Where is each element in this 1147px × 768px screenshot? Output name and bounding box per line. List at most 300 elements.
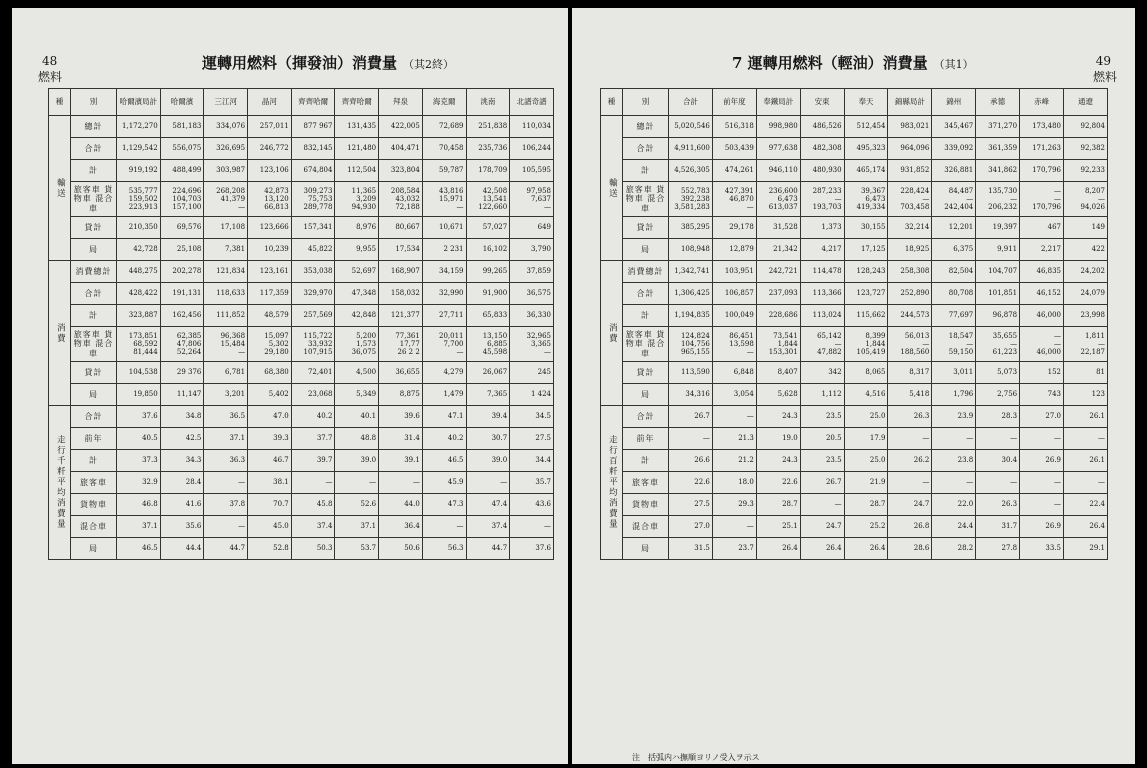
cell-line: 42,508 <box>482 186 508 195</box>
table-row <box>49 217 554 239</box>
table-cell: 118,633 <box>204 283 248 305</box>
table-cell: 26.3 <box>888 406 932 428</box>
table-cell: 4,516 <box>844 384 888 406</box>
table-cell: 99,265 <box>466 261 510 283</box>
table-cell: 45.8 <box>291 494 335 516</box>
cell-line: 419,334 <box>856 203 886 212</box>
cell-line: 965,155 <box>680 348 710 357</box>
table-cell: 47.3 <box>422 494 466 516</box>
cell-line: 47,806 <box>176 339 202 348</box>
table-cell: 110,034 <box>510 116 554 138</box>
column-header: 合計 <box>669 89 713 116</box>
table-row <box>601 261 1108 283</box>
table-cell: 170,796 <box>1020 160 1064 182</box>
table-cell: 33.5 <box>1020 538 1064 560</box>
table-cell: 24.3 <box>756 406 800 428</box>
table-cell: 152 <box>1020 362 1064 384</box>
table-cell: 59,787 <box>422 160 466 182</box>
table-cell <box>800 182 844 217</box>
cell-line: — <box>834 194 842 203</box>
table-cell: 128,243 <box>844 261 888 283</box>
table-cell: 26.1 <box>1064 406 1108 428</box>
cell-line: 7,637 <box>530 194 551 203</box>
cell-line: 105,419 <box>856 348 886 357</box>
table-cell: — <box>932 428 976 450</box>
cell-line: 29,180 <box>264 348 289 357</box>
column-header: 哈爾濱 <box>160 89 204 116</box>
table-cell: 1,796 <box>932 384 976 406</box>
row-label: 前年 <box>71 428 117 450</box>
cell-line: 170,796 <box>1032 203 1062 212</box>
table-cell: 18.0 <box>712 472 756 494</box>
table-cell: 35.6 <box>160 516 204 538</box>
cell-line: 309,273 <box>303 186 333 195</box>
table-cell: 112,504 <box>335 160 379 182</box>
cell-line: 107,915 <box>303 348 333 357</box>
table-row <box>49 472 554 494</box>
table-row <box>49 450 554 472</box>
table-cell: 30.7 <box>466 428 510 450</box>
table-cell: 323,804 <box>379 160 423 182</box>
table-cell: 26.1 <box>1064 450 1108 472</box>
corner-label: 燃料 <box>1092 70 1117 84</box>
cell-line: 17,77 <box>399 339 420 348</box>
table-cell: 17,108 <box>204 217 248 239</box>
table-cell: 29.1 <box>1064 538 1108 560</box>
cell-line: 236,600 <box>768 186 798 195</box>
table-row <box>601 428 1108 450</box>
table-cell: 32.9 <box>117 472 161 494</box>
table-cell: 121,480 <box>335 138 379 160</box>
column-header: 北譜奇譜 <box>510 89 554 116</box>
page-title <box>732 52 974 73</box>
table-cell: 422 <box>1064 239 1108 261</box>
cell-line: 159,502 <box>128 194 158 203</box>
row-label: 旅客車 貨物車 混合車 <box>623 327 669 362</box>
table-cell: 113,024 <box>800 305 844 327</box>
table-cell: 101,851 <box>976 283 1020 305</box>
table-cell: 371,270 <box>976 116 1020 138</box>
table-cell: 4,279 <box>422 362 466 384</box>
table-cell <box>422 327 466 362</box>
group-label: 走行百粁平均消費量 <box>601 406 623 560</box>
table-cell: 92,382 <box>1064 138 1108 160</box>
table-cell: 482,308 <box>800 138 844 160</box>
table-cell: 111,852 <box>204 305 248 327</box>
table-cell: 42,848 <box>335 305 379 327</box>
row-label: 貸計 <box>623 217 669 239</box>
table-cell: 104,538 <box>117 362 161 384</box>
table-cell: 26.3 <box>976 494 1020 516</box>
table-cell <box>510 182 554 217</box>
cell-line: 242,404 <box>944 203 974 212</box>
cell-line: 535,777 <box>128 186 158 195</box>
cell-line: 268,208 <box>216 186 246 195</box>
cell-line: 81,444 <box>133 348 158 357</box>
table-cell: 105,595 <box>510 160 554 182</box>
table-cell: 1,194,835 <box>669 305 713 327</box>
table-cell: 40.2 <box>422 428 466 450</box>
table-cell <box>712 327 756 362</box>
table-cell: 173,480 <box>1020 116 1064 138</box>
table-cell: 25,108 <box>160 239 204 261</box>
header-row <box>601 89 1108 116</box>
table-cell: 23.8 <box>932 450 976 472</box>
row-label: 局 <box>71 384 117 406</box>
table-cell: 178,709 <box>466 160 510 182</box>
row-label: 旅客車 <box>623 472 669 494</box>
table-cell: 3,790 <box>510 239 554 261</box>
row-label: 合計 <box>623 138 669 160</box>
cell-line: 427,391 <box>724 186 754 195</box>
cell-line: 20,011 <box>439 331 464 340</box>
column-header: 種 <box>49 89 71 116</box>
table-cell: 32,214 <box>888 217 932 239</box>
table-cell: 341,862 <box>976 160 1020 182</box>
table-cell: 36.4 <box>379 516 423 538</box>
table-cell: 23,068 <box>291 384 335 406</box>
table-cell: 488,499 <box>160 160 204 182</box>
row-label: 計 <box>71 305 117 327</box>
table-cell: 8,407 <box>756 362 800 384</box>
cell-line: 3,581,283 <box>674 203 710 212</box>
table-cell: 422,005 <box>379 116 423 138</box>
table-cell: 12,879 <box>712 239 756 261</box>
table-cell: 26.4 <box>1064 516 1108 538</box>
table-cell: 1,129,542 <box>117 138 161 160</box>
table-cell: 50.6 <box>379 538 423 560</box>
table-cell: 495,323 <box>844 138 888 160</box>
table-cell: 342 <box>800 362 844 384</box>
table-cell: 53.7 <box>335 538 379 560</box>
table-cell <box>466 327 510 362</box>
table-cell <box>204 327 248 362</box>
table-cell: 428,422 <box>117 283 161 305</box>
table-cell: 448,275 <box>117 261 161 283</box>
cell-line: 77,361 <box>395 331 420 340</box>
table-cell: 244,573 <box>888 305 932 327</box>
cell-line: 104,703 <box>172 194 202 203</box>
table-cell: 123,161 <box>248 261 292 283</box>
cell-line: 1,844 <box>865 339 886 348</box>
table-cell: 1,172,270 <box>117 116 161 138</box>
table-row <box>49 116 554 138</box>
cell-line: 6,885 <box>487 339 508 348</box>
cell-line: 124,824 <box>680 331 710 340</box>
table-cell: 5,020,546 <box>669 116 713 138</box>
table-cell: 21.9 <box>844 472 888 494</box>
cell-line: — <box>1054 194 1062 203</box>
table-cell <box>291 182 335 217</box>
table-row <box>49 428 554 450</box>
table-cell: — <box>1020 428 1064 450</box>
table-cell: 26,067 <box>466 362 510 384</box>
table-cell: 20.5 <box>800 428 844 450</box>
cell-line: 15,097 <box>264 331 289 340</box>
table-cell: 45,822 <box>291 239 335 261</box>
table-cell: 28.7 <box>756 494 800 516</box>
table-cell <box>844 182 888 217</box>
cell-line: 47,882 <box>817 348 842 357</box>
table-cell: 6,848 <box>712 362 756 384</box>
table-cell: 877 967 <box>291 116 335 138</box>
table-cell: — <box>1020 472 1064 494</box>
table-cell: 34,159 <box>422 261 466 283</box>
table-cell: 26.7 <box>669 406 713 428</box>
row-label: 局 <box>623 239 669 261</box>
table-cell: 480,930 <box>800 160 844 182</box>
table-cell: 235,736 <box>466 138 510 160</box>
table-cell: 69,576 <box>160 217 204 239</box>
table-cell <box>1064 182 1108 217</box>
table-cell <box>204 182 248 217</box>
cell-line: 86,451 <box>729 331 754 340</box>
row-label: 旅客車 貨物車 混合車 <box>623 182 669 217</box>
table-cell: 123,106 <box>248 160 292 182</box>
table-cell: 117,359 <box>248 283 292 305</box>
cell-line: 35,655 <box>992 331 1018 340</box>
row-label: 計 <box>71 450 117 472</box>
column-header: 海克爾 <box>422 89 466 116</box>
table-cell <box>1020 327 1064 362</box>
table-row <box>49 283 554 305</box>
row-label: 總計 <box>71 116 117 138</box>
table-row <box>49 305 554 327</box>
row-label: 混合車 <box>71 516 117 538</box>
row-label: 計 <box>623 450 669 472</box>
table-cell: 516,318 <box>712 116 756 138</box>
cell-line: 26 2 2 <box>397 348 420 357</box>
table-cell: 27.8 <box>976 538 1020 560</box>
table-cell: 251,838 <box>466 116 510 138</box>
cell-line: 208,584 <box>390 186 420 195</box>
column-header: 洮南 <box>466 89 510 116</box>
cell-line: — <box>1054 339 1062 348</box>
table-cell: 3,011 <box>932 362 976 384</box>
table-cell <box>248 327 292 362</box>
cell-line: 43,816 <box>439 186 464 195</box>
table-cell: 39.1 <box>379 450 423 472</box>
table-cell: 1 424 <box>510 384 554 406</box>
cell-line: — <box>1054 331 1062 340</box>
table-cell: 100,049 <box>712 305 756 327</box>
table-cell: 931,852 <box>888 160 932 182</box>
table-cell: 171,263 <box>1020 138 1064 160</box>
table-cell: 44.0 <box>379 494 423 516</box>
column-header: 三江河 <box>204 89 248 116</box>
table-cell: 34.3 <box>160 450 204 472</box>
fuel-table-right <box>600 88 1108 560</box>
table-cell: 4,500 <box>335 362 379 384</box>
column-header: 哈爾濱局計 <box>117 89 161 116</box>
cell-line: 68,592 <box>133 339 158 348</box>
table-row <box>49 494 554 516</box>
table-cell: 964,096 <box>888 138 932 160</box>
table-cell: 70.7 <box>248 494 292 516</box>
table-cell: 27.5 <box>669 494 713 516</box>
table-cell <box>422 182 466 217</box>
group-label: 輸送 <box>49 116 71 261</box>
table-cell: — <box>291 472 335 494</box>
cell-line: 65,142 <box>817 331 842 340</box>
table-cell: 27.0 <box>1020 406 1064 428</box>
table-cell <box>466 182 510 217</box>
cell-line: 8,399 <box>865 331 886 340</box>
table-cell: 237,093 <box>756 283 800 305</box>
table-cell: 47.1 <box>422 406 466 428</box>
table-cell: — <box>976 472 1020 494</box>
cell-line: 96,368 <box>220 331 246 340</box>
table-cell: 329,970 <box>291 283 335 305</box>
cell-line: 46,000 <box>1036 348 1062 357</box>
table-cell <box>248 182 292 217</box>
cell-line: — <box>238 203 246 212</box>
cell-line: 52,264 <box>176 348 202 357</box>
table-cell: 12,201 <box>932 217 976 239</box>
cell-line: 157,100 <box>172 203 202 212</box>
table-cell: 103,951 <box>712 261 756 283</box>
cell-line: 8,207 <box>1084 186 1105 195</box>
table-cell: 34,316 <box>669 384 713 406</box>
table-cell: 6,375 <box>932 239 976 261</box>
table-cell: 45.9 <box>422 472 466 494</box>
table-cell: 168,907 <box>379 261 423 283</box>
cell-line: 13,541 <box>482 194 508 203</box>
table-cell: 37.7 <box>291 428 335 450</box>
table-cell: 998,980 <box>756 116 800 138</box>
table-cell: — <box>335 472 379 494</box>
cell-line: 43,032 <box>395 194 420 203</box>
table-cell: 68,380 <box>248 362 292 384</box>
table-cell: 37.1 <box>204 428 248 450</box>
table-cell: 17,125 <box>844 239 888 261</box>
table-cell: 52,697 <box>335 261 379 283</box>
cell-line: 289,778 <box>303 203 333 212</box>
cell-line: 135,730 <box>988 186 1018 195</box>
cell-line: — <box>544 348 551 357</box>
table-cell: 245 <box>510 362 554 384</box>
table-cell <box>756 327 800 362</box>
table-cell: 946,110 <box>756 160 800 182</box>
table-cell: 39.3 <box>248 428 292 450</box>
table-cell: 5,402 <box>248 384 292 406</box>
cell-line: 18,547 <box>948 331 974 340</box>
table-cell <box>379 182 423 217</box>
table-cell <box>669 327 713 362</box>
table-row <box>601 494 1108 516</box>
table-cell: 404,471 <box>379 138 423 160</box>
table-row <box>49 384 554 406</box>
table-cell: — <box>1064 428 1108 450</box>
table-row <box>601 182 1108 217</box>
cell-line: 62,385 <box>176 331 202 340</box>
table-cell: 113,590 <box>669 362 713 384</box>
table-cell <box>335 327 379 362</box>
table-cell: 114,478 <box>800 261 844 283</box>
table-cell: 28.6 <box>888 538 932 560</box>
table-cell: 158,032 <box>379 283 423 305</box>
table-cell: 9,911 <box>976 239 1020 261</box>
cell-line: 6,473 <box>865 194 886 203</box>
table-cell: — <box>204 472 248 494</box>
table-cell: 44.7 <box>204 538 248 560</box>
table-cell: 19,850 <box>117 384 161 406</box>
table-cell: 246,772 <box>248 138 292 160</box>
table-cell: 96,878 <box>976 305 1020 327</box>
table-row <box>49 538 554 560</box>
cell-line: 224,696 <box>172 186 202 195</box>
table-cell: 8,976 <box>335 217 379 239</box>
table-cell: 474,261 <box>712 160 756 182</box>
cell-line: 84,487 <box>948 186 974 195</box>
cell-line: 41,379 <box>220 194 246 203</box>
table-cell: 28.2 <box>932 538 976 560</box>
table-cell: 36.5 <box>204 406 248 428</box>
table-cell: 23.9 <box>932 406 976 428</box>
row-label: 合計 <box>623 406 669 428</box>
cell-line: 32,965 <box>526 331 551 340</box>
table-cell: 28.7 <box>844 494 888 516</box>
cell-line: — <box>1098 194 1105 203</box>
cell-line: 75,753 <box>307 194 333 203</box>
row-label: 貸計 <box>623 362 669 384</box>
table-cell <box>888 327 932 362</box>
table-cell: 3,054 <box>712 384 756 406</box>
column-header: 赤峰 <box>1020 89 1064 116</box>
table-cell: 52.8 <box>248 538 292 560</box>
cell-line: — <box>834 339 842 348</box>
table-cell: 48.8 <box>335 428 379 450</box>
cell-line: 45,598 <box>482 348 508 357</box>
row-label: 混合車 <box>623 516 669 538</box>
cell-line: 5,200 <box>356 331 377 340</box>
cell-line: 1,573 <box>356 339 377 348</box>
fuel-table-left <box>48 88 554 560</box>
title-text: 7 運轉用燃料（輕油）消費量 <box>732 54 928 72</box>
table-cell: 39.6 <box>379 406 423 428</box>
table-row <box>601 406 1108 428</box>
table-cell: 113,366 <box>800 283 844 305</box>
table-cell: 2 231 <box>422 239 466 261</box>
table-cell <box>117 182 161 217</box>
row-label: 計 <box>71 160 117 182</box>
table-cell: 80,667 <box>379 217 423 239</box>
table-row <box>49 239 554 261</box>
table-cell: 28.3 <box>976 406 1020 428</box>
table-row <box>601 450 1108 472</box>
table-cell: 22.4 <box>1064 494 1108 516</box>
table-cell: 512,454 <box>844 116 888 138</box>
table-cell: 27.5 <box>510 428 554 450</box>
table-cell: — <box>888 472 932 494</box>
table-row <box>601 362 1108 384</box>
table-cell: 37.1 <box>117 516 161 538</box>
table-cell: 77,697 <box>932 305 976 327</box>
row-label: 貨物車 <box>71 494 117 516</box>
cell-line: 1,811 <box>1084 331 1105 340</box>
table-cell: 42,728 <box>117 239 161 261</box>
table-cell: 977,638 <box>756 138 800 160</box>
table-cell: 9,955 <box>335 239 379 261</box>
table-row <box>601 472 1108 494</box>
cell-line: 15,484 <box>220 339 246 348</box>
table-row <box>49 182 554 217</box>
cell-line: 46,870 <box>729 194 754 203</box>
table-cell: 39.7 <box>291 450 335 472</box>
table-cell: 23.5 <box>800 406 844 428</box>
cell-line: — <box>966 194 974 203</box>
table-cell: 162,456 <box>160 305 204 327</box>
